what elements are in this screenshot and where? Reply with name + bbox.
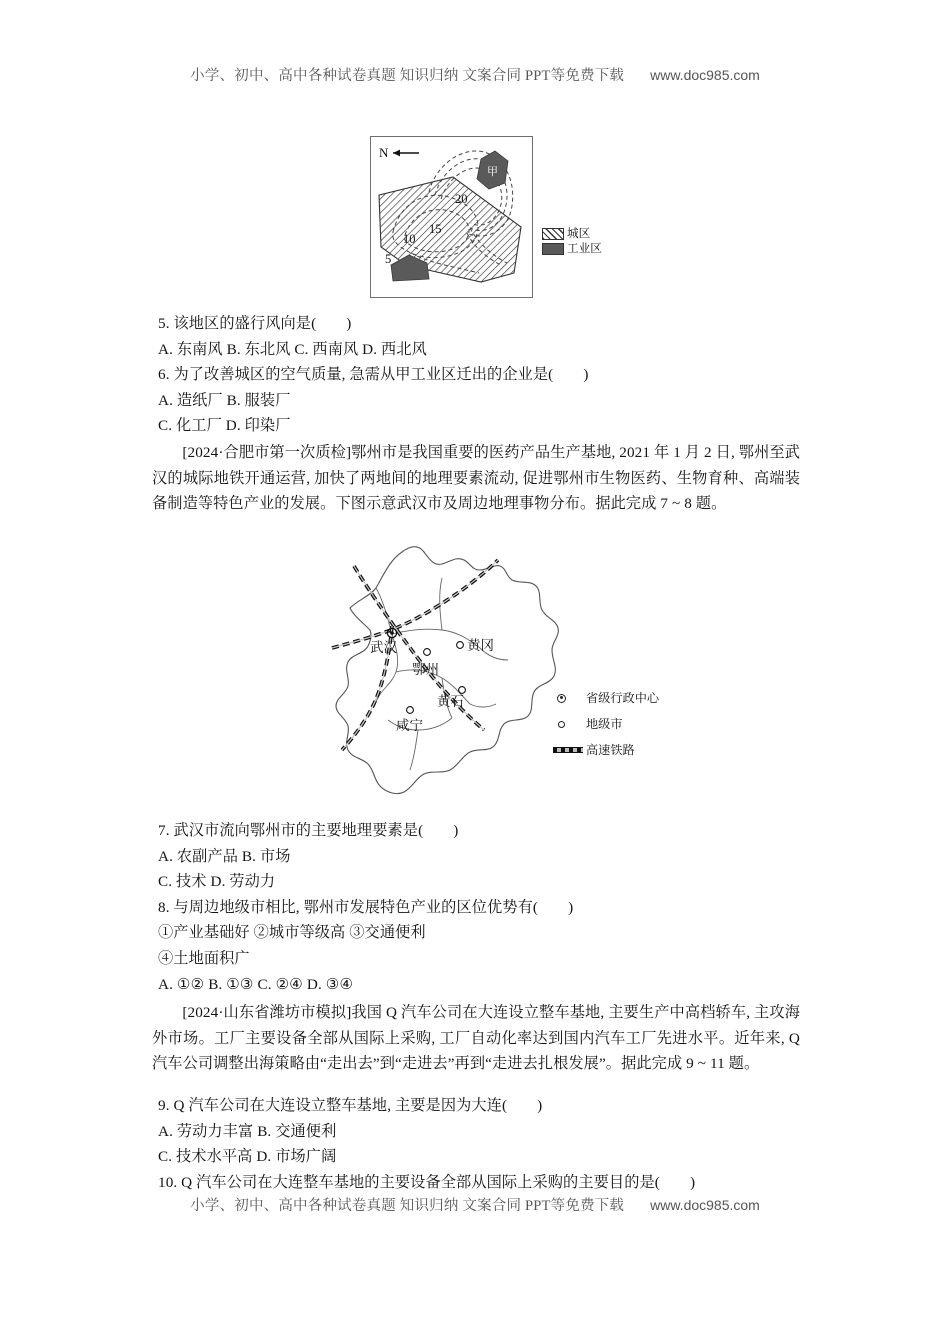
legend-label-industrial: 工业区 — [567, 242, 602, 255]
question-9-options-line-2[interactable]: C. 技术水平高 D. 市场广阔 — [158, 1148, 337, 1166]
question-6-options-line-2[interactable]: C. 化工厂 D. 印染厂 — [158, 417, 291, 435]
city-label-ezhou: 鄂州 — [412, 662, 439, 677]
huangshi-symbol-icon — [459, 687, 466, 694]
header-watermark-url: www.doc985.com — [650, 67, 760, 83]
legend-item-high-speed-rail — [557, 737, 659, 763]
question-8-items-line-1: ①产业基础好 ②城市等级高 ③交通便利 — [158, 924, 426, 942]
provincial-center-icon — [557, 694, 583, 703]
question-block-7-8 — [158, 818, 798, 997]
internal-boundaries — [376, 578, 508, 770]
question-8-options[interactable]: A. ①② B. ①③ C. ②④ D. ③④ — [158, 975, 354, 993]
passage-block-3 — [152, 1000, 800, 1077]
north-label: N — [379, 145, 389, 160]
passage-2-text: [2024·合肥市第一次质检]鄂州市是我国重要的医药产品生产基地, 2021 年 1 月 2 日, 鄂州至武汉的城际地铁开通运营, 加快了两地间的地理要素流动, 促进鄂州市生物医药、生物育种、高端装备制造等特色产业的发展。下图示意武汉市及周边地理事物分布。据此完成 7 ~ 8 题。 — [152, 444, 800, 513]
ezhou-symbol-icon — [424, 649, 431, 656]
legend-label-urban: 城区 — [567, 227, 591, 240]
xianning-symbol-icon — [407, 707, 414, 714]
figure2-legend — [557, 685, 659, 763]
header-watermark — [0, 64, 950, 85]
legend-item-prefecture-city — [557, 711, 659, 737]
question-5-stem-text: 5. 该地区的盛行风向是( — [158, 315, 317, 332]
legend-item-urban — [542, 226, 602, 241]
prefecture-city-icon — [557, 721, 583, 728]
question-6-stem-close: ) — [583, 366, 589, 384]
figure-city-wind-map — [370, 136, 670, 301]
huanggang-symbol-icon — [457, 642, 464, 649]
legend-label-prefecture-city: 地级市 — [586, 717, 623, 731]
city-label-xianning: 咸宁 — [396, 718, 423, 733]
question-10-stem — [158, 1170, 798, 1196]
high-speed-rail-icon — [557, 747, 583, 753]
legend-label-high-speed-rail: 高速铁路 — [586, 743, 635, 757]
legend-item-provincial-center — [557, 685, 659, 711]
question-10-stem-text: 10. Q 汽车公司在大连整车基地的主要设备全部从国际上采购的主要目的是( — [158, 1173, 660, 1191]
question-9-options-line-1[interactable]: A. 劳动力丰富 B. 交通便利 — [158, 1122, 337, 1140]
figure2-svg — [292, 530, 592, 815]
footer-watermark-text: 小学、初中、高中各种试卷真题 知识归纳 文案合同 PPT等免费下载 — [190, 1198, 625, 1214]
isoline-label-20: 20 — [455, 192, 468, 206]
passage-block-2 — [152, 440, 800, 517]
figure1-frame — [370, 136, 533, 298]
figure1-svg — [371, 137, 531, 296]
question-6-stem-text: 6. 为了改善城区的空气质量, 急需从甲工业区迁出的企业是( — [158, 366, 554, 384]
question-9-stem-text: 9. Q 汽车公司在大连设立整车基地, 主要是因为大连( — [158, 1097, 508, 1114]
figure1-legend — [542, 226, 602, 256]
city-label-huangshi: 黄石 — [437, 694, 464, 709]
question-block-9-10 — [158, 1093, 798, 1195]
question-9-stem — [158, 1093, 798, 1119]
question-7-options-line-1[interactable]: A. 农副产品 B. 市场 — [158, 847, 291, 865]
city-label-huanggang: 黄冈 — [467, 638, 494, 653]
question-9-stem-close: ) — [537, 1097, 543, 1114]
isoline-label-10: 10 — [403, 232, 416, 246]
question-5-options[interactable]: A. 东南风 B. 东北风 C. 西南风 D. 西北风 — [158, 340, 427, 358]
question-7-stem — [158, 818, 798, 844]
question-8-stem-text: 8. 与周边地级市相比, 鄂州市发展特色产业的区位优势有( — [158, 898, 539, 916]
isoline-label-15: 15 — [429, 222, 442, 236]
question-5-stem — [158, 311, 798, 337]
north-arrow — [393, 150, 419, 157]
urban-area-swatch-icon — [542, 228, 564, 240]
question-6-options-line-1[interactable]: A. 造纸厂 B. 服装厂 — [158, 391, 291, 409]
question-8-stem-close: ) — [568, 898, 574, 916]
question-7-stem-text: 7. 武汉市流向鄂州市的主要地理要素是( — [158, 822, 424, 839]
region-outer-boundary — [336, 547, 558, 794]
figure-wuhan-region-map — [292, 530, 692, 815]
isoline-label-5: 5 — [385, 252, 392, 266]
legend-label-provincial-center: 省级行政中心 — [586, 691, 660, 705]
header-watermark-text: 小学、初中、高中各种试卷真题 知识归纳 文案合同 PPT等免费下载 — [190, 68, 625, 84]
question-8-items-line-2: ④土地面积广 — [158, 949, 250, 967]
industrial-zone-jia-label: 甲 — [487, 166, 498, 178]
footer-watermark-url: www.doc985.com — [650, 1197, 760, 1213]
question-5-stem-close: ) — [346, 315, 352, 332]
question-8-stem — [158, 895, 798, 921]
question-6-stem — [158, 362, 798, 388]
city-label-wuhan: 武汉 — [370, 640, 397, 655]
industrial-zone-swatch-icon — [542, 243, 564, 255]
question-block-5-6 — [158, 311, 798, 439]
question-7-stem-close: ) — [453, 822, 459, 839]
passage-3-text: [2024·山东省潍坊市模拟]我国 Q 汽车公司在大连设立整车基地, 主要生产中高档轿车, 主攻海外市场。工厂主要设备全部从国际上采购, 工厂自动化率达到国内汽车工厂先进水平。近年来, Q 汽车公司调整出海策略由“走出去”到“走进去”再到“走进去扎根发展”。据此完成 9 ~ 11 题。 — [152, 1004, 800, 1073]
legend-item-industrial — [542, 241, 602, 256]
footer-watermark — [0, 1194, 950, 1215]
question-10-stem-close: ) — [689, 1173, 696, 1191]
question-7-options-line-2[interactable]: C. 技术 D. 劳动力 — [158, 873, 276, 891]
